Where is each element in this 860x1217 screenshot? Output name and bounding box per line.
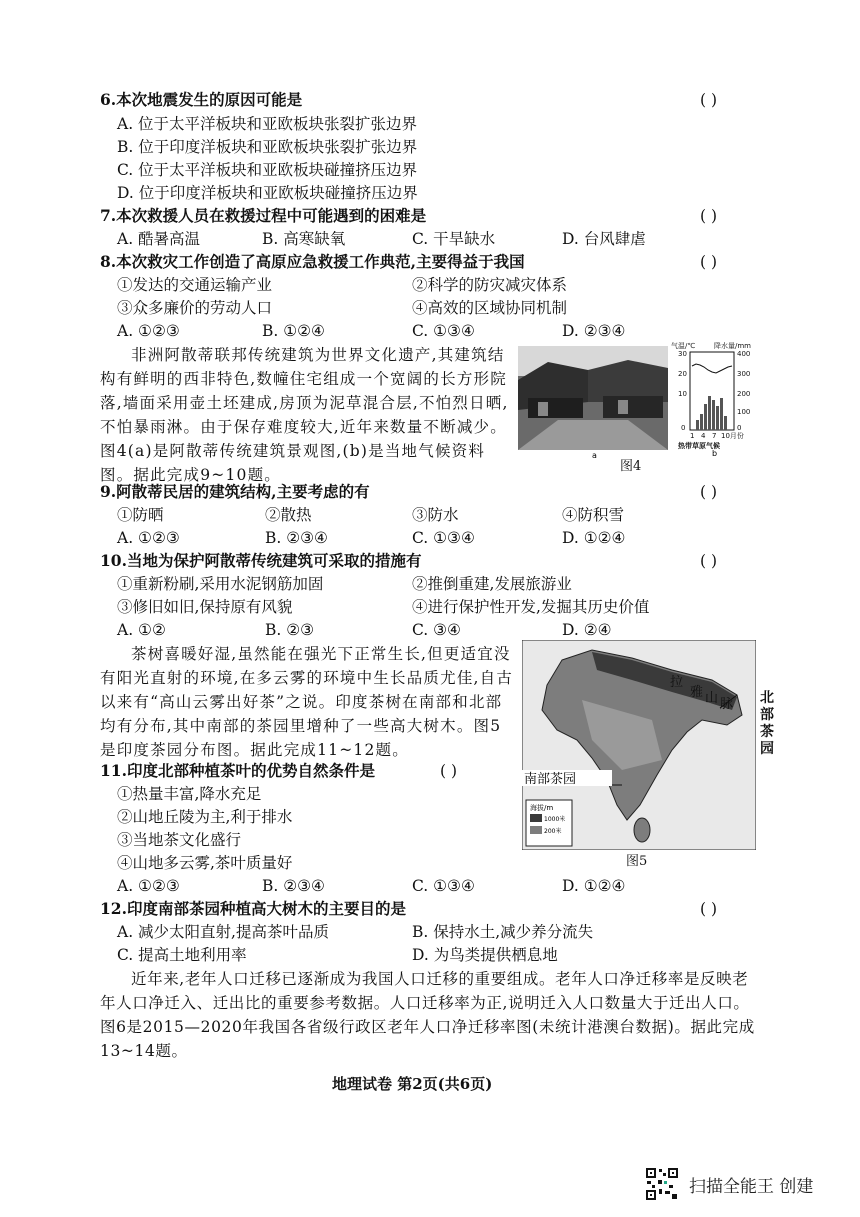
q9-item-4: ④防积雪: [562, 506, 625, 524]
q11-item-2: ②山地丘陵为主,利于排水: [117, 808, 293, 826]
q8-option-d: D. ②③④: [562, 322, 626, 340]
temp-tick: 30: [678, 350, 687, 358]
precip-tick: 100: [737, 408, 751, 416]
page-footer: 地理试卷 第2页(共6页): [332, 1075, 493, 1093]
map-label-range-2: 雅: [690, 685, 704, 700]
q11-option-a: A. ①②③: [117, 877, 180, 895]
q7-option-b: B. 高寒缺氧: [262, 230, 346, 248]
q7-option-a: A. 酷暑高温: [117, 230, 201, 248]
scanner-watermark: [645, 1166, 813, 1202]
passage-11-12: 茶树喜暖好湿,虽然能在强光下正常生长,但更适宜没有阳光直射的环境,在多云雾的环境中生长品质尤佳,自古以来有“高山云雾出好茶”之说。印度茶树在南部和北部均有分布,其中南部的茶园里增种了一些高大树木。图5是印度茶园分布图。据此完成11~12题。: [100, 645, 514, 759]
figure-5: [522, 640, 756, 850]
q8-answer-blank: ( ): [700, 253, 718, 271]
q12-answer-blank: ( ): [700, 900, 718, 918]
precip-tick: 400: [737, 350, 751, 358]
q11-option-c: C. ①③④: [412, 877, 475, 895]
map-legend: [526, 800, 572, 846]
q6-option-c: C. 位于太平洋板块和亚欧板块碰撞挤压边界: [117, 161, 418, 179]
figure-4b-climate-chart: [671, 341, 751, 450]
passage-13-14: 近年来,老年人口迁移已逐渐成为我国人口迁移的重要组成。老年人口净迁移率是反映老年人口净迁入、迁出比的重要参考数据。人口迁移率为正,说明迁入人口数量大于迁出人口。图6是2015—2020年我国各省级行政区老年人口净迁移率图(未统计港澳台数据)。据此完成13~14题。: [100, 970, 755, 1060]
q10-option-c: C. ③④: [412, 621, 461, 639]
q9-option-b: B. ②③④: [265, 529, 328, 547]
precip-axis-label: 降水量/mm: [714, 342, 751, 350]
precip-tick: 200: [737, 390, 751, 398]
month-tick: 10月份: [721, 432, 744, 440]
q10-item-2: ②推倒重建,发展旅游业: [412, 575, 572, 593]
q8-stem: 8.本次救灾工作创造了高原应急救援工作典范,主要得益于我国: [100, 252, 525, 271]
map-label-south-tea: 南部茶园: [524, 772, 577, 787]
figure-4-caption: 图4: [620, 459, 642, 474]
q10-option-a: A. ①②: [117, 621, 166, 639]
q8-option-b: B. ①②④: [262, 322, 325, 340]
q9-option-a: A. ①②③: [117, 529, 180, 547]
q12-option-d: D. 为鸟类提供栖息地: [412, 946, 558, 964]
precip-tick: 0: [737, 424, 742, 432]
map-label-range-1: 拉: [670, 675, 684, 690]
q10-option-d: D. ②④: [562, 621, 612, 639]
figure-4a-photo: [518, 346, 668, 450]
figure-4: [518, 340, 758, 472]
figure-5-caption: 图5: [626, 854, 648, 869]
q9-item-3: ③防水: [412, 506, 459, 524]
month-tick: 7: [712, 432, 717, 440]
q10-item-4: ④进行保护性开发,发掘其历史价值: [412, 598, 650, 616]
q9-answer-blank: ( ): [700, 483, 718, 501]
q10-option-b: B. ②③: [265, 621, 315, 639]
q7-answer-blank: ( ): [700, 207, 718, 225]
q7-option-c: C. 干旱缺水: [412, 230, 496, 248]
q9-item-1: ①防晒: [117, 506, 164, 524]
temp-tick: 10: [678, 390, 687, 398]
temp-tick: 20: [678, 370, 687, 378]
figure-4a-label: a: [592, 451, 597, 460]
q12-stem: 12.印度南部茶园种植高大树木的主要目的是: [100, 899, 406, 918]
climate-title: 热带草原气候: [678, 442, 720, 450]
legend-title: 海拔/m: [530, 804, 554, 812]
month-tick: 4: [701, 432, 706, 440]
q11-stem: 11.印度北部种植茶叶的优势自然条件是: [100, 761, 375, 780]
legend-1000: 1000米: [544, 816, 566, 823]
month-tick: 1: [690, 432, 695, 440]
q8-item-1: ①发达的交通运输产业: [117, 276, 273, 294]
q6-option-a: A. 位于太平洋板块和亚欧板块张裂扩张边界: [117, 115, 418, 133]
q11-item-1: ①热量丰富,降水充足: [117, 785, 262, 803]
q9-option-d: D. ①②④: [562, 529, 626, 547]
q11-item-4: ④山地多云雾,茶叶质量好: [117, 854, 293, 872]
figure-4b-label: b: [712, 449, 718, 458]
map-label-range-3: 山: [705, 691, 719, 706]
q12-option-a: A. 减少太阳直射,提高茶叶品质: [117, 923, 329, 941]
q11-option-b: B. ②③④: [262, 877, 325, 895]
passage-9-10: 非洲阿散蒂联邦传统建筑为世界文化遗产,其建筑结构有鲜明的西非特色,数幢住宅组成一个宽阔的长方形院落,墙面采用壶土坯建成,房顶为泥草混合层,不怕烈日晒,不怕暴雨淋。由于保存难度较大,近年来数量不断减少。图4(a)是阿散蒂传统建筑景观图,(b)是当地气候资料图。据此完成9~10题。: [100, 346, 509, 484]
q8-item-3: ③众多廉价的劳动人口: [117, 299, 273, 317]
q8-item-2: ②科学的防灾减灾体系: [412, 276, 568, 294]
qr-code-icon: [645, 1167, 679, 1201]
q11-answer-blank: ( ): [440, 762, 458, 780]
temp-tick: 0: [681, 424, 686, 432]
q11-item-3: ③当地茶文化盛行: [117, 831, 242, 849]
watermark-text: 扫描全能王 创建: [689, 1176, 814, 1197]
q6-stem: 6.本次地震发生的原因可能是: [100, 90, 303, 109]
q11-option-d: D. ①②④: [562, 877, 626, 895]
q8-item-4: ④高效的区域协同机制: [412, 299, 568, 317]
precip-tick: 300: [737, 370, 751, 378]
q12-option-c: C. 提高土地利用率: [117, 946, 247, 964]
q9-option-c: C. ①③④: [412, 529, 475, 547]
q10-stem: 10.当地为保护阿散蒂传统建筑可采取的措施有: [100, 551, 422, 570]
q6-option-b: B. 位于印度洋板块和亚欧板块张裂扩张边界: [117, 138, 418, 156]
q8-option-a: A. ①②③: [117, 322, 180, 340]
q9-item-2: ②散热: [265, 506, 312, 524]
q12-option-b: B. 保持水土,减少养分流失: [412, 923, 594, 941]
q6-answer-blank: ( ): [700, 91, 718, 109]
figure-4-graphic: [518, 340, 758, 472]
legend-200: 200米: [544, 828, 562, 835]
map-label-north-tea: 北部茶园: [760, 690, 774, 757]
figure-5-map: [522, 640, 756, 850]
q9-stem: 9.阿散蒂民居的建筑结构,主要考虑的有: [100, 482, 370, 501]
q8-option-c: C. ①③④: [412, 322, 475, 340]
q7-stem: 7.本次救援人员在救援过程中可能遇到的困难是: [100, 206, 427, 225]
q10-item-1: ①重新粉刷,采用水泥钢筋加固: [117, 575, 324, 593]
q10-item-3: ③修旧如旧,保持原有风貌: [117, 598, 293, 616]
q10-answer-blank: ( ): [700, 552, 718, 570]
q6-option-d: D. 位于印度洋板块和亚欧板块碰撞挤压边界: [117, 184, 418, 202]
map-label-range-4: 脉: [720, 697, 734, 712]
temp-axis-label: 气温/℃: [671, 342, 696, 350]
q7-option-d: D. 台风肆虐: [562, 230, 646, 248]
